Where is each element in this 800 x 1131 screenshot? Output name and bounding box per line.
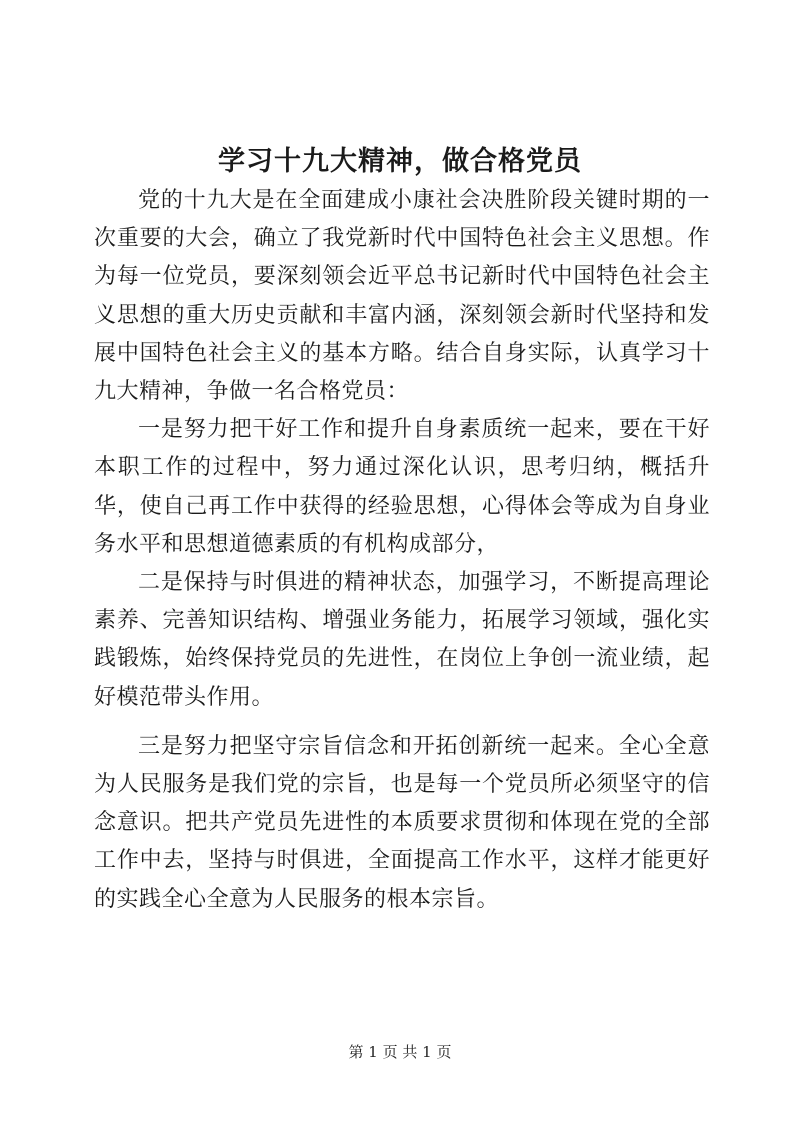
paragraph-point-three: 三是努力把坚守宗旨信念和开拓创新统一起来。全心全意为人民服务是我们党的宗旨，也是每一个党员所必须坚守的信念意识。把共产党员先进性的本质要求贯彻和体现在党的全部工作中去，坚持与时俱进，全面提高工作水平，这样才能更好的实践全心全意为人民服务的根本宗旨。 (94, 733, 710, 912)
paragraph-point-two: 二是保持与时俱进的精神状态，加强学习，不断提高理论素养、完善知识结构、增强业务能力，拓展学习领域，强化实践锻炼，始终保持党员的先进性，在岗位上争创一流业绩，起好模范带头作用。 (94, 570, 710, 710)
document-title: 学习十九大精神，做合格党员 (218, 146, 582, 177)
paragraph-point-one: 一是努力把干好工作和提升自身素质统一起来，要在干好本职工作的过程中，努力通过深化认识，思考归纳，概括升华，使自己再工作中获得的经验思想，心得体会等成为自身业务水平和思想道德素质的有机构成部分， (94, 417, 710, 557)
document-body (94, 182, 710, 919)
paragraph-intro: 党的十九大是在全面建成小康社会决胜阶段关键时期的一次重要的大会，确立了我党新时代中国特色社会主义思想。作为每一位党员，要深刻领会近平总书记新时代中国特色社会主义思想的重大历史贡献和丰富内涵，深刻领会新时代坚持和发展中国特色社会主义的基本方略。结合自身实际，认真学习十九大精神，争做一名合格党员： (94, 188, 710, 405)
page-number-footer: 第 1 页 共 1 页 (348, 1043, 452, 1061)
